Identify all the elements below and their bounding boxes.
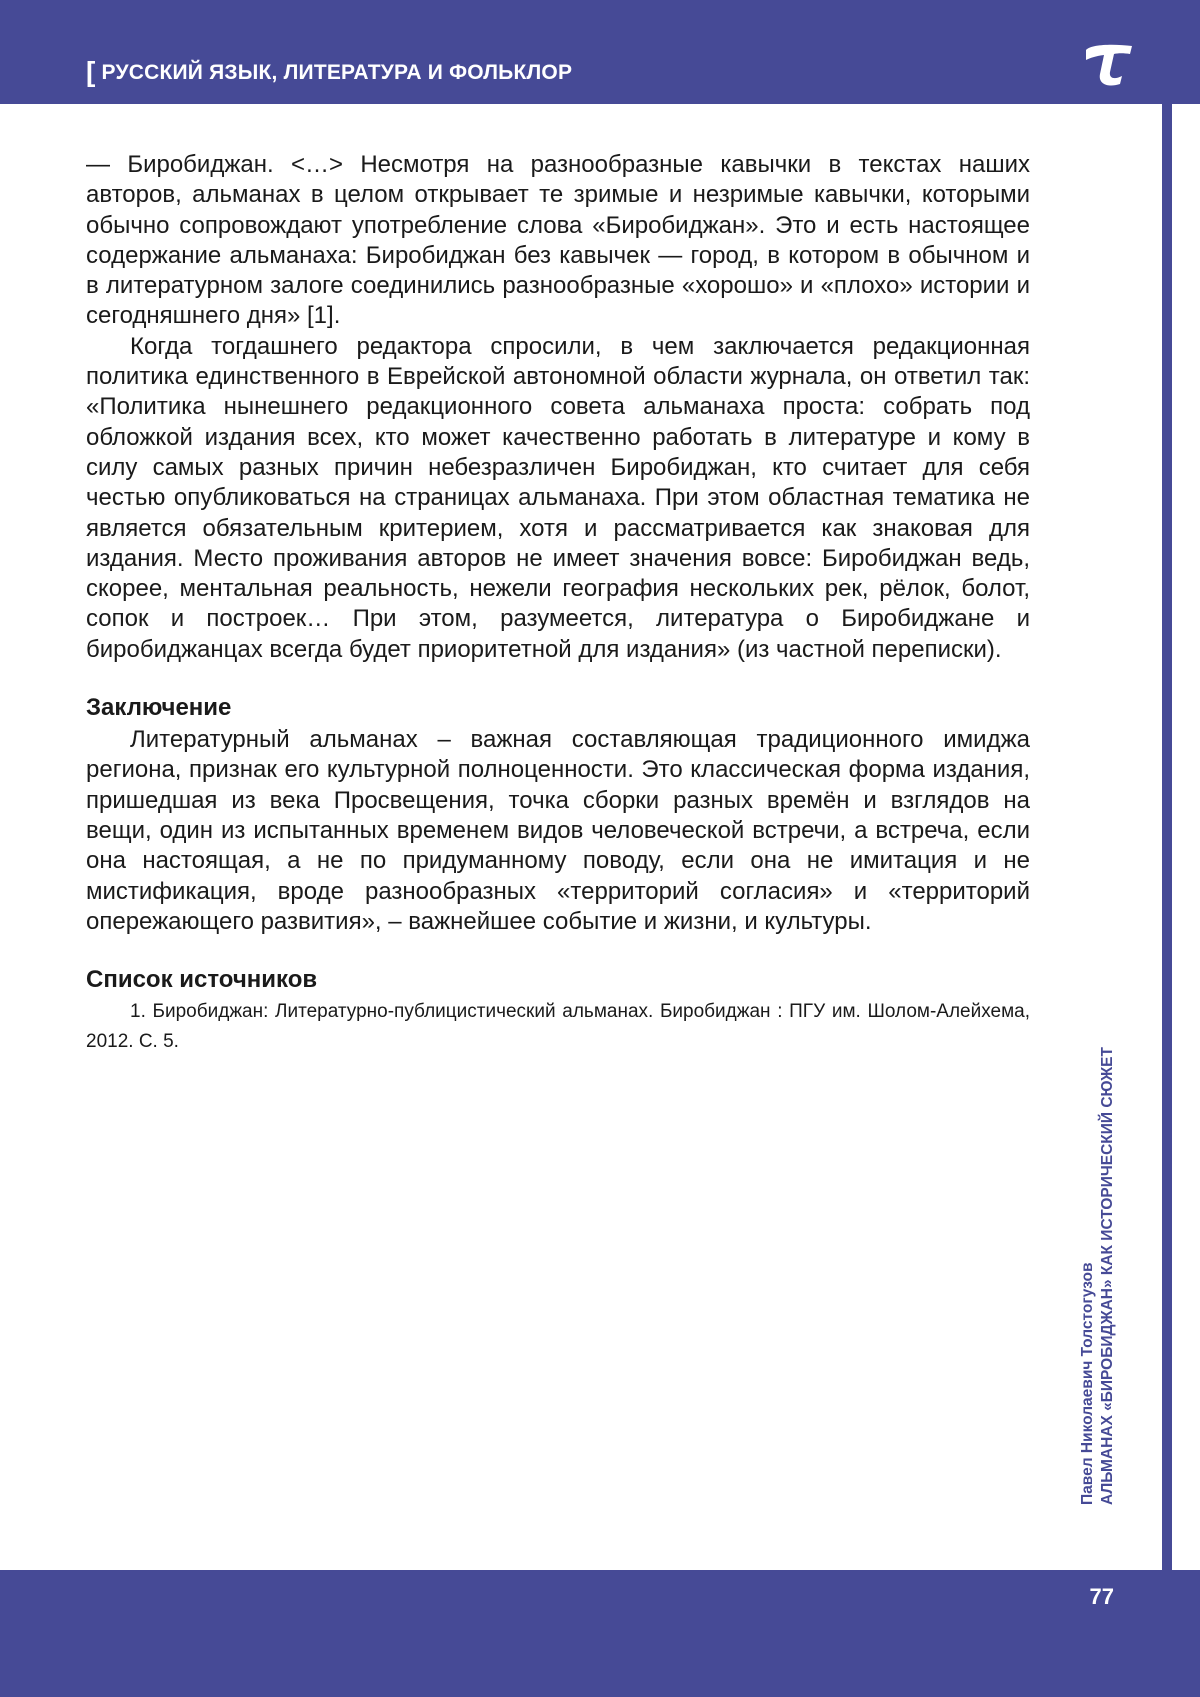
journal-t-logo-icon (1084, 42, 1134, 86)
running-title (1078, 1047, 1118, 1505)
source-item: 1. Биробиджан: Литературно-публицистический альманах. Биробиджан : ПГУ им. Шолом-Алейхема, 2012. С. 5. (86, 1001, 1030, 1053)
page-number: 77 (1089, 1584, 1114, 1609)
footer-band (0, 1570, 1200, 1697)
paragraph-1: — Биробиджан. <…> Несмотря на разнообразные кавычки в текстах наших авторов, альманах в целом открывает те зримые и незримые кавычки, которыми обычно сопровождают употребление слова «Биробиджан». Это и есть настоящее содержание альманаха: Биробиджан без кавычек — город, в котором в обычном и в литературном залоге соединились разнообразные «хорошо» и «плохо» истории и сегодняшнего дня» [1]. (86, 151, 1030, 330)
article-body (86, 150, 1030, 1057)
section-title (86, 54, 572, 86)
conclusion-paragraph: Литературный альманах – важная составляющая традиционного имиджа региона, признак его культурной полноценности. Это классическая форма издания, пришедшая из века Просвещения, точка сборки разных времён и взглядов на вещи, один из испытанных временем видов человеческой встречи, а встреча, если она настоящая, а не по придуманному поводу, если она не имитация и не мистификация, вроде разнообразных «территорий согласия» и «территорий опережающего развития», – важнейшее событие и жизни, и культуры. (86, 726, 1030, 935)
side-stripe (1162, 104, 1172, 1570)
section-bracket: [ (86, 56, 96, 87)
header-band (0, 0, 1200, 104)
paragraph-2: Когда тогдашнего редактора спросили, в чем заключается редакционная политика единственного в Еврейской автономной области журнала, он ответил так: «Политика нынешнего редакционного совета альманаха проста: собрать под обложкой издания всех, кто может качественно работать в литературе и кому в силу самых разных причин небезразличен Биробиджан, кто считает для себя честью опубликоваться на страницах альманаха. При этом областная тематика не является обязательным критерием, хотя и рассматривается как знаковая для издания. Место проживания авторов не имеет значения вовсе: Биробиджан ведь, скорее, ментальная реальность, нежели география нескольких рек, рёлок, болот, сопок и построек… При этом, разумеется, литература о Биробиджане и биробиджанцах всегда будет приоритетной для издания» (из частной переписки). (86, 332, 1030, 663)
sources-heading: Список источников (86, 966, 318, 994)
section-title-text: РУССКИЙ ЯЗЫК, ЛИТЕРАТУРА И ФОЛЬКЛОР (101, 61, 573, 84)
conclusion-heading: Заключение (86, 694, 232, 722)
running-title-article: АЛЬМАНАХ «БИРОБИДЖАН» КАК ИСТОРИЧЕСКИЙ СЮЖЕТ (1099, 1047, 1116, 1505)
running-title-author: Павел Николаевич Толстогузов (1079, 1262, 1096, 1505)
